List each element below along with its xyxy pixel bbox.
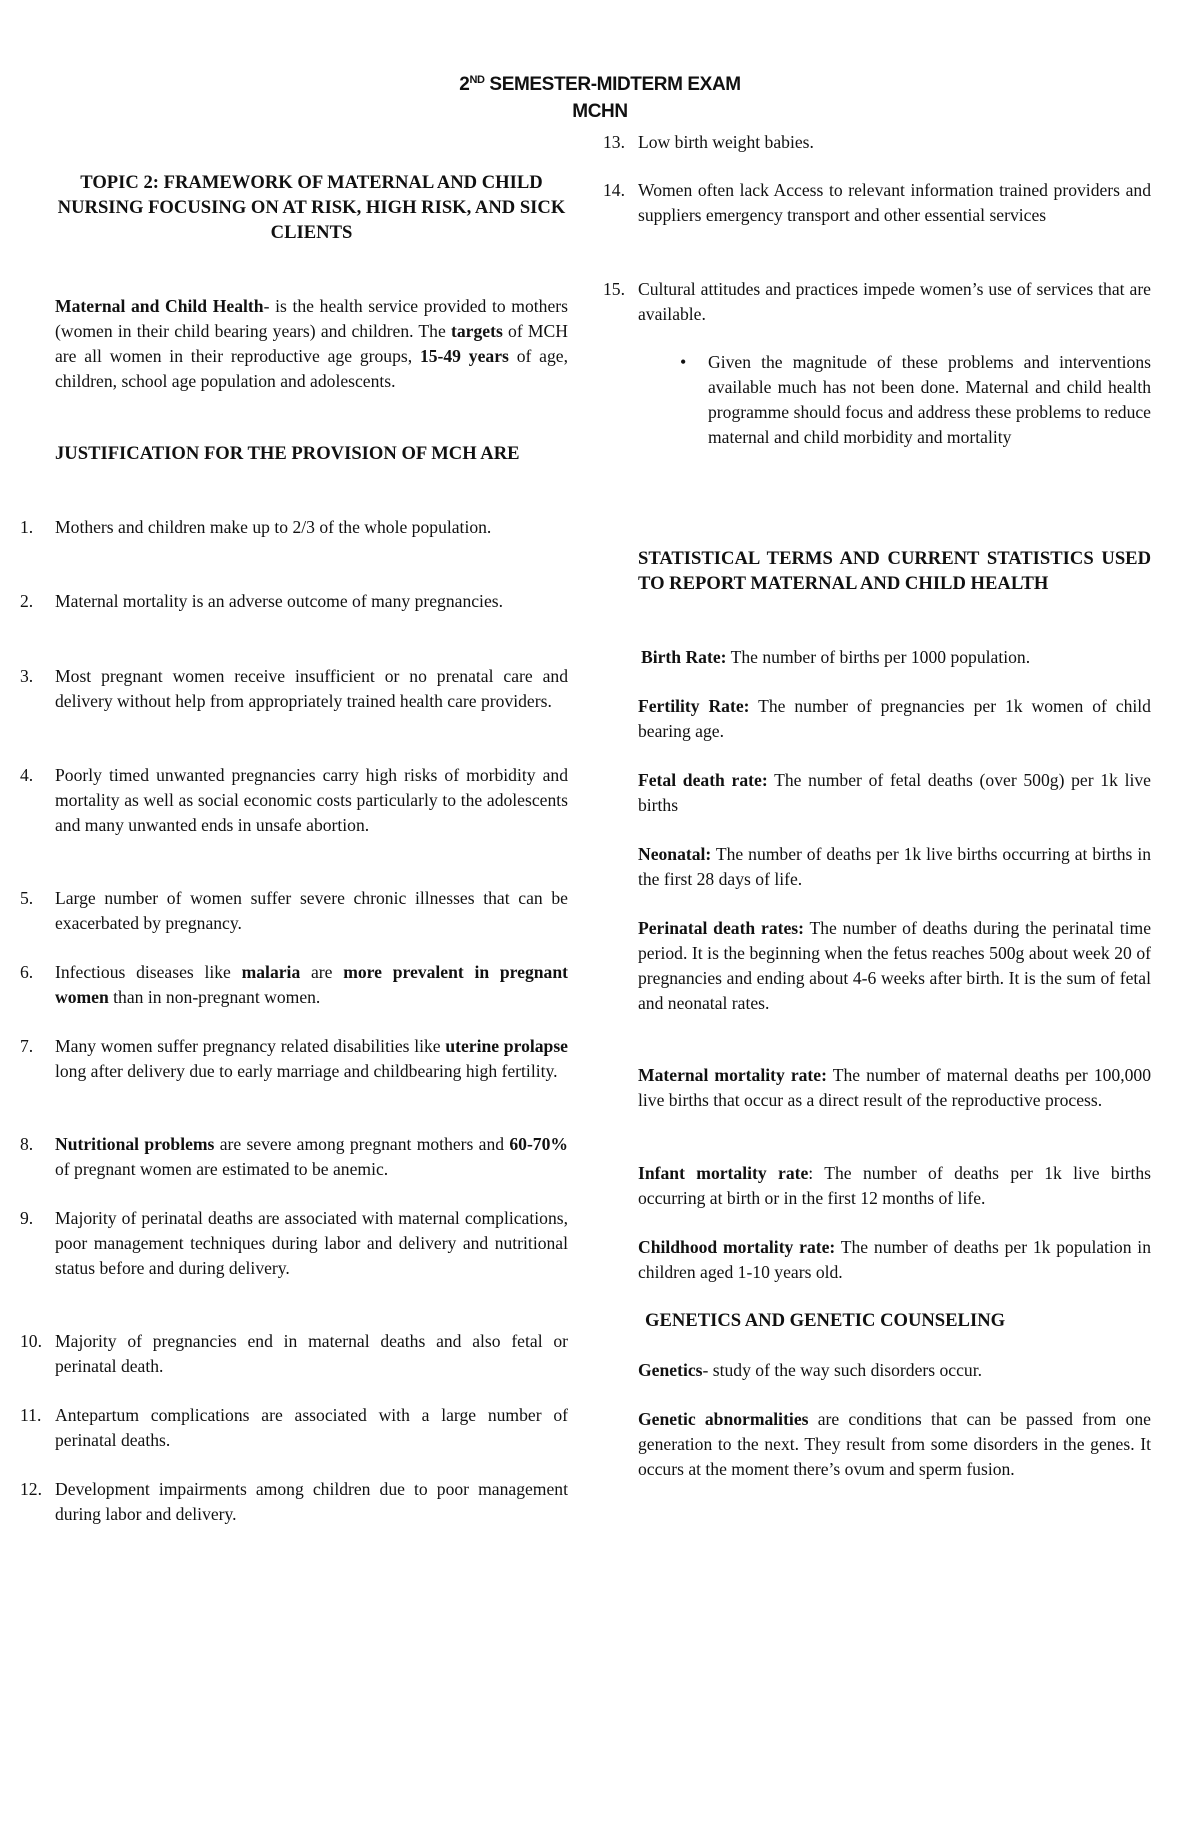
term-birth-rate xyxy=(641,645,1151,670)
list-item xyxy=(20,515,568,540)
list-number: 3. xyxy=(20,666,34,686)
item7-text-1: Many women suffer pregnancy related disabilities like xyxy=(55,1036,446,1056)
justification-heading: JUSTIFICATION FOR THE PROVISION OF MCH ARE xyxy=(55,443,520,464)
term-childhood-mortality-rate xyxy=(638,1235,1151,1285)
list-text: Low birth weight babies. xyxy=(638,132,814,152)
mch-def-targets: targets xyxy=(451,321,503,341)
list-text xyxy=(55,960,568,1010)
bullet-text: Given the magnitude of these problems and interventions available much has not been done. Maternal and child health programme should focus and address these problems to reduce maternal and child morbidity and mortality xyxy=(708,352,1151,447)
item6-text-1: Infectious diseases like xyxy=(55,962,242,982)
term-definition: The number of pregnancies per 1k women of child bearing age. xyxy=(638,696,1151,741)
term-label: Fetal death rate: xyxy=(638,770,768,790)
exam-subject: MCHN xyxy=(572,101,628,122)
mch-def-age-range: 15-49 years xyxy=(419,346,509,366)
term-label: Childhood mortality rate: xyxy=(638,1237,836,1257)
term-neonatal xyxy=(638,842,1151,892)
list-number: 2. xyxy=(20,591,34,611)
term-infant-mortality-rate xyxy=(638,1161,1151,1211)
item8-text-1: are severe among pregnant mothers and xyxy=(214,1134,510,1154)
list-item xyxy=(603,178,1151,228)
list-number: 1. xyxy=(20,517,34,537)
item7-uterine-prolapse: uterine prolapse xyxy=(445,1036,568,1056)
mch-definition xyxy=(55,294,568,394)
list-item xyxy=(20,1206,568,1281)
list-number: 11. xyxy=(20,1405,42,1425)
list-number: 13. xyxy=(603,132,625,152)
term-label: Neonatal: xyxy=(638,844,712,864)
exam-title-ordinal: 2 xyxy=(459,74,470,95)
list-number: 12. xyxy=(20,1479,42,1499)
term-label: Fertility Rate: xyxy=(638,696,750,716)
mch-def-text-1: - is the health service provided to mothers (women in their child bearing years) and children. The xyxy=(55,296,568,341)
term-label: Genetics xyxy=(638,1360,703,1380)
list-text: Maternal mortality is an adverse outcome of many pregnancies. xyxy=(55,591,503,611)
list-text: Most pregnant women receive insufficient or no prenatal care and delivery without help from appropriately trained health care providers. xyxy=(55,666,568,711)
list-number: 6. xyxy=(20,962,34,982)
term-definition: - study of the way such disorders occur. xyxy=(702,1360,982,1380)
mch-def-text-3: of age, children, school age population and adolescents. xyxy=(55,346,568,391)
list-item xyxy=(20,1132,568,1182)
term-label: Genetic abnormalities xyxy=(638,1409,809,1429)
term-maternal-mortality-rate xyxy=(638,1063,1151,1113)
term-definition: The number of maternal deaths per 100,000 live births that occur as a direct result of the reproductive process. xyxy=(638,1065,1151,1110)
list-text: Mothers and children make up to 2/3 of the whole population. xyxy=(55,517,492,537)
term-fertility-rate xyxy=(638,694,1151,744)
mch-term: Maternal and Child Health xyxy=(55,296,264,316)
term-label: Maternal mortality rate: xyxy=(638,1065,827,1085)
genetic-abnormalities-definition xyxy=(638,1407,1151,1482)
exam-title xyxy=(0,74,1200,96)
item6-text-3: than in non-pregnant women. xyxy=(108,987,321,1007)
term-fetal-death-rate xyxy=(638,768,1151,818)
list-number: 5. xyxy=(20,888,34,908)
list-item xyxy=(20,1477,568,1527)
exam-title-superscript: ND xyxy=(469,74,485,86)
topic-title: TOPIC 2: FRAMEWORK OF MATERNAL AND CHILD NURSING FOCUSING ON AT RISK, HIGH RISK, AND SICK CLIENTS xyxy=(57,172,566,243)
list-text: Majority of perinatal deaths are associated with maternal complications, poor management techniques during labor and delivery and nutritional status before and during delivery. xyxy=(55,1208,568,1278)
term-definition: are conditions that can be passed from one generation to the next. They result from some disorders in the genes. It occurs at the moment there’s ovum and sperm fusion. xyxy=(638,1409,1151,1479)
list-item xyxy=(20,960,568,1010)
term-label: Perinatal death rates: xyxy=(638,918,804,938)
list-number: 9. xyxy=(20,1208,34,1228)
item8-text-2: of pregnant women are estimated to be anemic. xyxy=(55,1159,389,1179)
list-item xyxy=(20,886,568,936)
list-text: Development impairments among children due to poor management during labor and delivery. xyxy=(55,1479,568,1524)
item8-nutritional-problems: Nutritional problems xyxy=(55,1134,215,1154)
list-item xyxy=(20,763,568,838)
list-item xyxy=(20,664,568,714)
list-number: 4. xyxy=(20,765,34,785)
exam-title-rest: SEMESTER-MIDTERM EXAM xyxy=(484,74,741,95)
bullet-item xyxy=(680,350,1151,450)
list-item xyxy=(20,589,568,614)
bullet-dot-icon: • xyxy=(680,352,687,372)
term-label: Infant mortality rate xyxy=(638,1163,809,1183)
term-definition: The number of fetal deaths (over 500g) per 1k live births xyxy=(638,770,1151,815)
list-text: Cultural attitudes and practices impede women’s use of services that are available. xyxy=(638,279,1151,324)
list-number: 8. xyxy=(20,1134,34,1154)
list-text: Majority of pregnancies end in maternal deaths and also fetal or perinatal death. xyxy=(55,1331,568,1376)
term-label: Birth Rate: xyxy=(641,647,727,667)
list-item xyxy=(20,1329,568,1379)
genetics-heading: GENETICS AND GENETIC COUNSELING xyxy=(645,1310,1006,1331)
list-number: 10. xyxy=(20,1331,42,1351)
statistics-heading: STATISTICAL TERMS AND CURRENT STATISTICS USED TO REPORT MATERNAL AND CHILD HEALTH xyxy=(638,548,1151,594)
item6-prevalent: more prevalent in pregnant women xyxy=(55,962,568,1007)
list-text: Poorly timed unwanted pregnancies carry high risks of morbidity and mortality as well as social economic costs particularly to the adolescents and many unwanted ends in unsafe abortion. xyxy=(55,765,568,835)
term-definition: The number of deaths per 1k population in children aged 1-10 years old. xyxy=(638,1237,1151,1282)
term-definition: The number of births per 1000 population. xyxy=(726,647,1031,667)
list-item xyxy=(603,130,1151,155)
list-number: 7. xyxy=(20,1036,34,1056)
term-definition: : The number of deaths per 1k live births occurring at birth or in the first 12 months of life. xyxy=(638,1163,1151,1208)
list-text: Women often lack Access to relevant information trained providers and suppliers emergency transport and other essential services xyxy=(638,180,1151,225)
list-number: 15. xyxy=(603,279,625,299)
list-text: Antepartum complications are associated with a large number of perinatal deaths. xyxy=(55,1405,568,1450)
list-item xyxy=(603,277,1151,327)
mch-def-text-2: of MCH are all women in their reproductive age groups, xyxy=(55,321,568,366)
term-definition: The number of deaths per 1k live births occurring at births in the first 28 days of life. xyxy=(638,844,1151,889)
term-perinatal-death-rates xyxy=(638,916,1151,1016)
genetics-definition xyxy=(638,1358,1151,1383)
list-text xyxy=(55,1034,568,1084)
list-text xyxy=(55,1132,568,1182)
item6-malaria: malaria xyxy=(241,962,301,982)
list-number: 14. xyxy=(603,180,625,200)
item6-text-2: are xyxy=(300,962,344,982)
list-item xyxy=(20,1034,568,1084)
term-definition: The number of deaths during the perinatal time period. It is the beginning when the fetus reaches 500g about week 20 of pregnancies and ending about 4-6 weeks after birth. It is the sum of fetal and neonatal rates. xyxy=(638,918,1151,1013)
list-text: Large number of women suffer severe chronic illnesses that can be exacerbated by pregnancy. xyxy=(55,888,568,933)
list-item xyxy=(20,1403,568,1453)
item8-percentage: 60-70% xyxy=(509,1134,568,1154)
item7-text-2: long after delivery due to early marriage and childbearing high fertility. xyxy=(55,1061,558,1081)
